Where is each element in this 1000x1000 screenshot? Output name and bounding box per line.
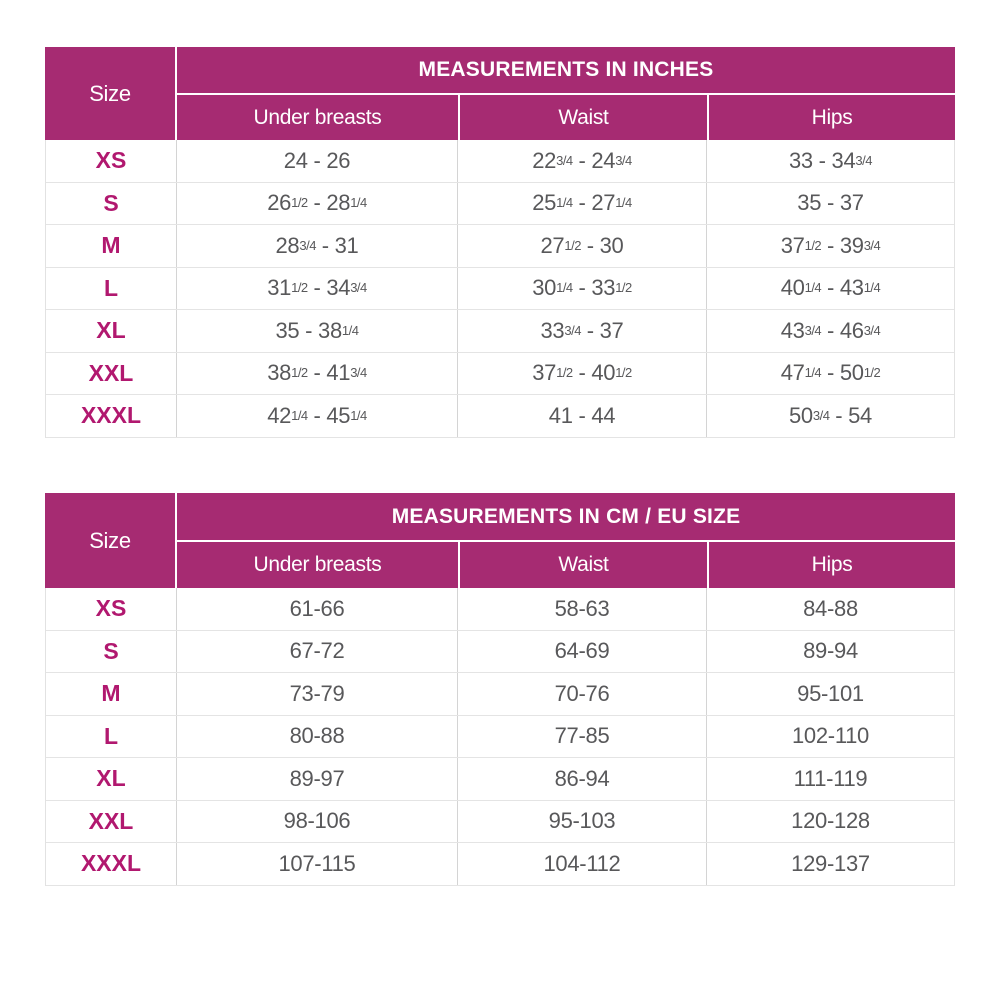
size-label: XL [46,758,177,800]
measurement-cell: 58-63 [458,588,707,630]
measurement-cell: 104-112 [458,843,707,885]
table-row [46,395,954,438]
measurement-cell: 73-79 [177,673,458,715]
table-row [46,268,954,311]
size-label: XXL [46,801,177,843]
measurement-cell: 61-66 [177,588,458,630]
measurement-cell: 33 3/4 - 37 [458,310,707,352]
measurement-cell: 107-115 [177,843,458,885]
measurement-cell: 120-128 [791,808,870,834]
measurement-cell: 31 1/2 - 34 3/4 [177,268,458,310]
measurement-cell: 102-110 [791,723,869,749]
measurement-cell: 22 3/4 - 24 3/4 [458,140,707,182]
table-row [46,801,954,844]
size-label: XXL [46,353,177,395]
measurements-header-group [177,493,955,588]
size-column-header: Size [45,47,177,140]
size-label: L [46,716,177,758]
size-label: S [46,183,177,225]
measurement-cell: 42 1/4 - 45 1/4 [177,395,458,437]
measurement-cell: 80-88 [177,716,458,758]
measurement-cell: 30 1/4 - 33 1/2 [458,268,707,310]
table-row [46,588,954,631]
table-row [46,353,954,396]
measurement-cell: 50 3/4 - 54 [789,402,872,428]
size-label: L [46,268,177,310]
size-label: XS [46,140,177,182]
table-row [46,716,954,759]
measurement-cell: 77-85 [458,716,707,758]
table-row [46,310,954,353]
size-column-header: Size [45,493,177,588]
measurement-cell: 86-94 [458,758,707,800]
measurement-cell: 43 3/4 - 46 3/4 [780,317,881,343]
measurement-cell: 84-88 [803,595,858,621]
measurement-cell: 33 - 34 3/4 [789,147,872,173]
measurement-cell: 37 1/2 - 40 1/2 [458,353,707,395]
cm-table-title: MEASUREMENTS IN CM / EU SIZE [177,493,955,542]
measurement-cell: 95-101 [797,680,864,706]
waist-column-header: Waist [458,95,707,140]
table-row [46,225,954,268]
table-row [46,631,954,674]
inches-column-headers [177,95,955,140]
measurement-cell: 64-69 [458,631,707,673]
cm-table-header [45,493,955,588]
measurement-cell: 35 - 38 1/4 [177,310,458,352]
inches-table-title: MEASUREMENTS IN INCHES [177,47,955,95]
measurement-cell: 41 - 44 [458,395,707,437]
cm-table-body [45,588,955,886]
measurement-cell: 67-72 [177,631,458,673]
measurement-cell: 28 3/4 - 31 [177,225,458,267]
measurement-cell: 25 1/4 - 27 1/4 [458,183,707,225]
size-label: M [46,225,177,267]
measurement-cell: 27 1/2 - 30 [458,225,707,267]
measurement-cell: 95-103 [458,801,707,843]
measurement-cell: 37 1/2 - 39 3/4 [780,232,881,258]
cm-column-headers [177,542,955,588]
measurement-cell: 40 1/4 - 43 1/4 [780,275,881,301]
table-row [46,673,954,716]
inches-table-body [45,140,955,438]
measurements-header-group [177,47,955,140]
size-label: XXXL [46,395,177,437]
table-row [46,140,954,183]
inches-table-header [45,47,955,140]
under-breasts-column-header: Under breasts [253,105,382,129]
hips-column-header: Hips [707,95,955,140]
measurement-cell: 38 1/2 - 41 3/4 [177,353,458,395]
cm-eu-size-table [45,493,955,886]
measurement-cell: 24 - 26 [177,140,458,182]
size-label: XXXL [46,843,177,885]
table-row [46,183,954,226]
measurement-cell: 26 1/2 - 28 1/4 [177,183,458,225]
measurement-cell: 89-94 [803,638,858,664]
under-breasts-column-header: Under breasts [253,553,382,576]
size-label: XS [46,588,177,630]
waist-column-header: Waist [458,542,707,588]
table-row [46,758,954,801]
measurement-cell: 111-119 [793,765,868,791]
measurement-cell: 70-76 [458,673,707,715]
measurement-cell: 47 1/4 - 50 1/2 [780,360,881,386]
table-row [46,843,954,886]
size-label: XL [46,310,177,352]
inches-size-table [45,47,955,438]
measurement-cell: 35 - 37 [797,190,864,216]
size-label: M [46,673,177,715]
measurement-cell: 89-97 [177,758,458,800]
measurement-cell: 129-137 [791,850,870,876]
size-label: S [46,631,177,673]
measurement-cell: 98-106 [177,801,458,843]
hips-column-header: Hips [707,542,955,588]
